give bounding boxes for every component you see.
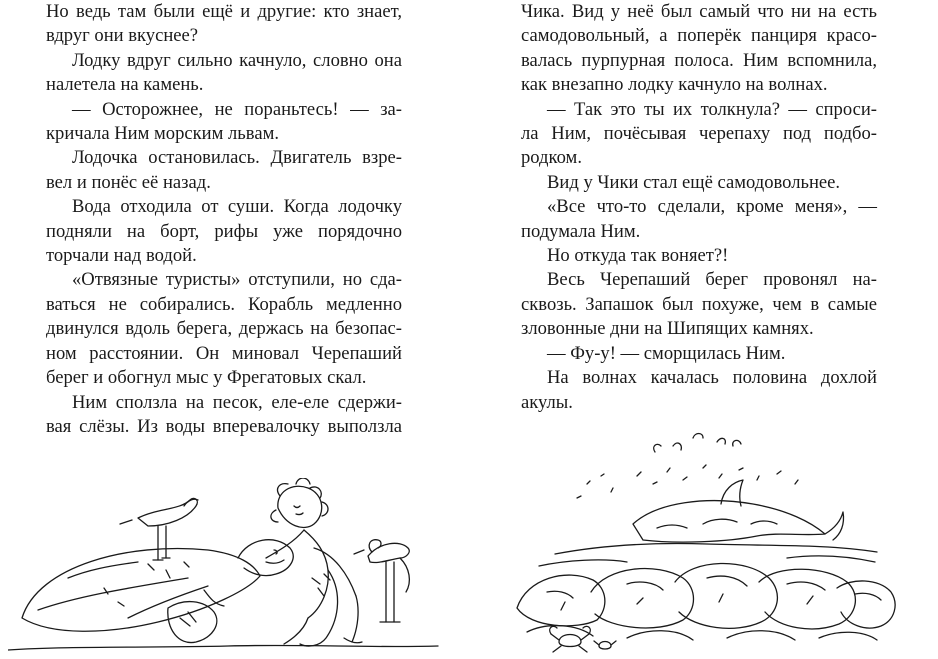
text-line: вел и понёс её назад. xyxy=(46,171,211,193)
text-line: — Так это ты их толкнула? — спроси- xyxy=(547,98,877,120)
text-line: вдруг они вкуснее? xyxy=(46,25,199,47)
text-line: как внезапно лодку качнуло на волнах. xyxy=(521,74,828,96)
text-line: родком. xyxy=(521,147,582,169)
text-line: Лодку вдруг сильно качнуло, словно она xyxy=(72,49,402,71)
text-line: Чика. Вид у неё был самый что ни на есть xyxy=(521,1,877,22)
text-line: Вода отходила от суши. Когда лодочку xyxy=(72,196,402,218)
text-line: На волнах качалась половина дохлой xyxy=(547,367,877,389)
text-line: вая слёзы. Из воды вперевалочку выползла xyxy=(46,415,402,437)
text-line: ла Ним, почёсывая черепаху под подбо- xyxy=(521,123,877,145)
right-page xyxy=(469,0,938,659)
text-line: берег и обогнул мыс у Фрегатовых скал. xyxy=(46,367,367,389)
text-line: торчали над водой. xyxy=(46,245,197,267)
text-line: подняли на борт, рифы уже порядочно xyxy=(46,220,402,242)
text-line: кричала Ним морским львам. xyxy=(46,123,279,145)
text-line: самодовольный, а поперёк панциря красо- xyxy=(521,25,877,47)
text-line: Вид у Чики стал ещё самодовольнее. xyxy=(547,171,841,193)
text-line: двинулся вдоль берега, держась на безопас- xyxy=(46,318,402,340)
text-line: сквозь. Запашок был похуже, чем в самые xyxy=(521,293,877,315)
text-line: зловонные дни на Шипящих камнях. xyxy=(521,318,814,340)
text-line: налетела на камень. xyxy=(46,74,204,96)
text-line: «Все что-то сделали, кроме меня», — xyxy=(547,196,877,218)
text-line: акулы. xyxy=(521,391,573,413)
text-line: ваться не собирались. Корабль медленно xyxy=(46,293,402,315)
girl-turtle-seagulls-illustration xyxy=(8,478,448,659)
text-line: Ним сползла на песок, еле-еле сдержи- xyxy=(72,391,402,413)
text-line: — Осторожнее, не пораньтесь! — за- xyxy=(72,98,402,120)
text-line: валась пурпурная полоса. Ним вспомнила, xyxy=(521,49,877,71)
shark-carcass-rocks-illustration xyxy=(507,432,907,659)
left-page-text xyxy=(46,0,402,439)
text-line: «Отвязные туристы» отступили, но сда- xyxy=(72,269,402,291)
text-line: подумала Ним. xyxy=(521,220,641,242)
text-line: Но ведь там были ещё и другие: кто знает, xyxy=(46,1,402,22)
text-line: ном расстоянии. Он миновал Черепаший xyxy=(46,342,402,364)
right-page-text xyxy=(521,0,877,415)
text-line: — Фу-у! — сморщилась Ним. xyxy=(547,342,786,364)
text-line: Но откуда так воняет?! xyxy=(547,245,729,267)
text-line: Весь Черепаший берег провонял на- xyxy=(547,269,877,291)
text-line: Лодочка остановилась. Двигатель взре- xyxy=(72,147,402,169)
